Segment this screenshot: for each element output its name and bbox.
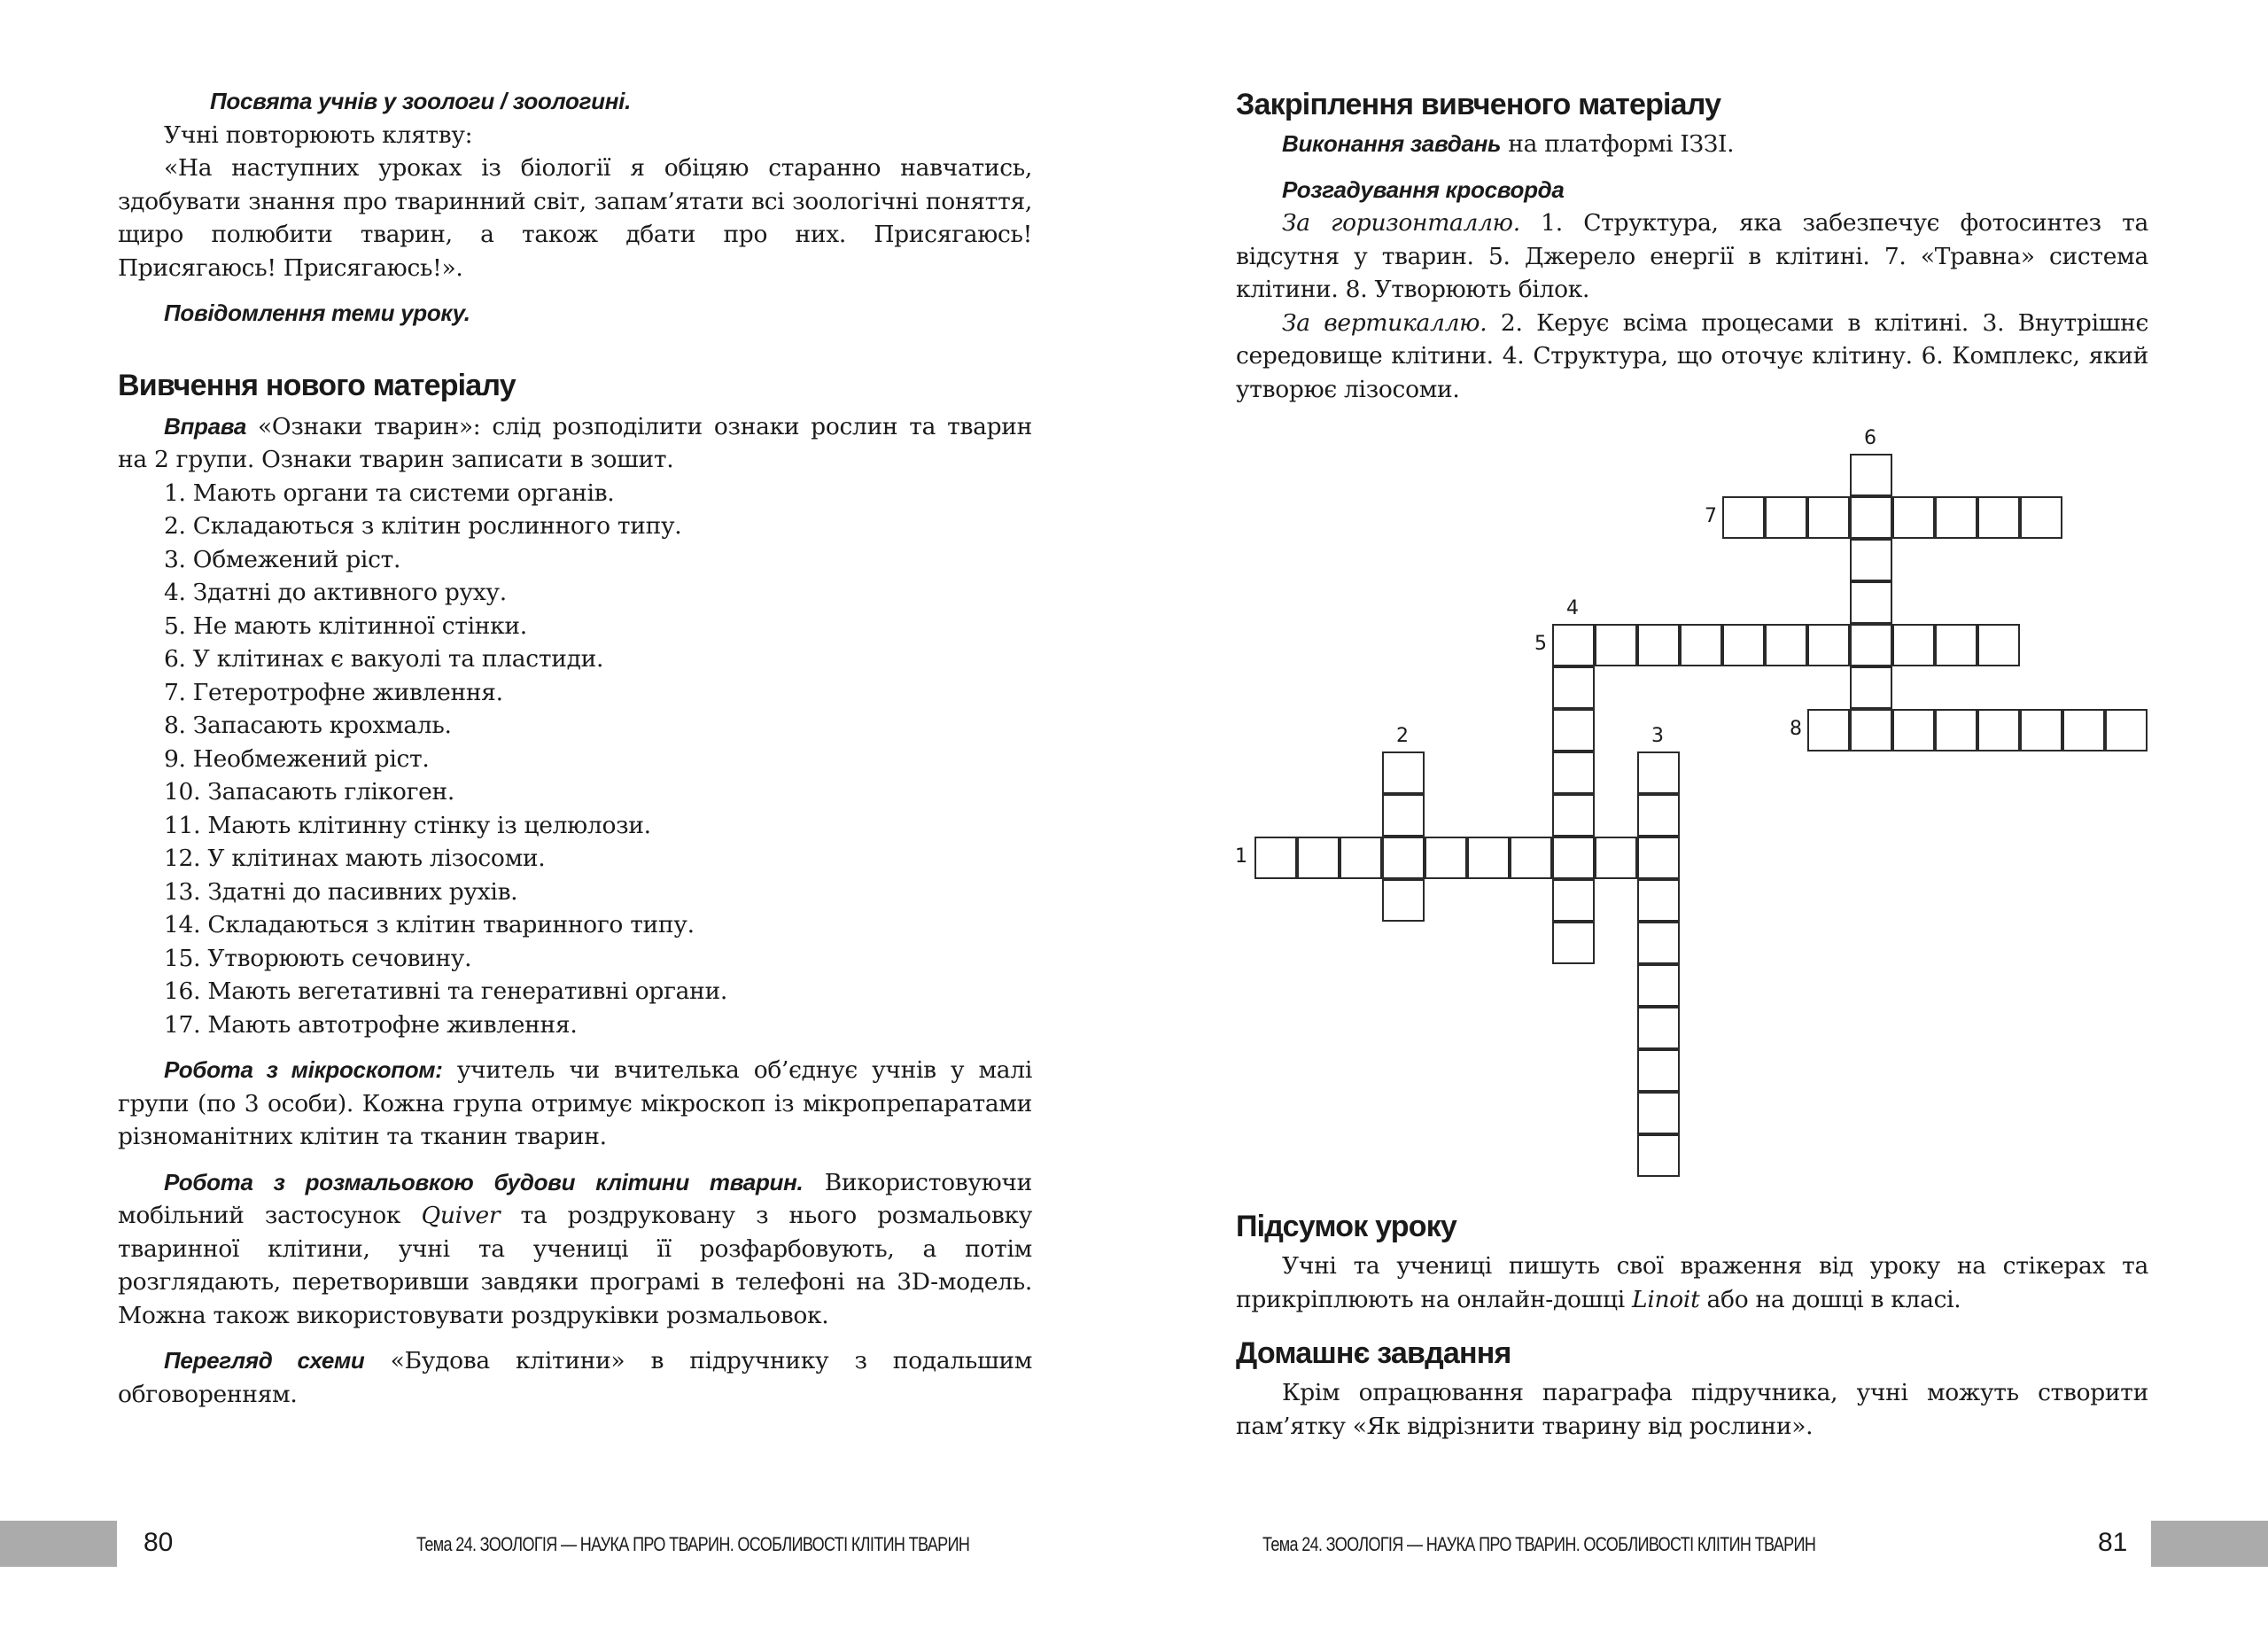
crossword-cell[interactable] (1850, 581, 1892, 624)
linoit-app-name: Linoit (1632, 1285, 1700, 1313)
tasks-paragraph: Виконання завдань на платформі IЗЗІ. (1282, 130, 1735, 158)
trait-item: 6. У клітинах є вакуолі та пластиди. (164, 645, 604, 673)
exercise-paragraph (118, 410, 1032, 477)
crossword-cell[interactable] (1637, 964, 1680, 1007)
clue-number: 7 (1705, 505, 1717, 527)
crossword-cell[interactable] (1297, 837, 1340, 879)
crossword-cell[interactable] (1552, 624, 1595, 666)
crossword-grid (1235, 427, 2149, 1234)
trait-item: 7. Гетеротрофне живлення. (164, 678, 503, 706)
homework-heading: Домашнє завдання (1236, 1336, 1511, 1370)
crossword-cell[interactable] (2020, 709, 2062, 751)
crossword-cell[interactable] (1892, 624, 1935, 666)
crossword-cell[interactable] (1595, 624, 1637, 666)
coloring-label: Робота з розмальовкою будови клітини тварин. (164, 1168, 804, 1195)
crossword-cell[interactable] (1637, 1007, 1680, 1049)
trait-item: 17. Мають автотрофне живлення. (164, 1010, 578, 1039)
crossword-cell[interactable] (1552, 794, 1595, 837)
dedication-intro: Учні повторюють клятву: (164, 121, 473, 149)
crossword-cell[interactable] (1892, 709, 1935, 751)
topic-announcement: Повідомлення теми уроку. (164, 300, 470, 326)
crossword-cell[interactable] (1510, 837, 1552, 879)
clue-number: 1 (1235, 845, 1247, 868)
running-title-left: Тема 24. ЗООЛОГІЯ — НАУКА ПРО ТВАРИН. ОСОБЛИВОСТІ КЛІТИН ТВАРИН (416, 1533, 970, 1555)
clue-number: 2 (1396, 725, 1409, 747)
animal-traits-list (118, 477, 1032, 1042)
footer-tab-left (0, 1521, 117, 1567)
crossword-cell[interactable] (1765, 624, 1807, 666)
across-clues: За горизонталлю. 1. Структура, яка забезпечує фотосинтез та відсутня у тварин. 5. Джерело енергії в клітині. 7. «Травна» система клітини. 8. Утворюють білок. (1236, 209, 2149, 303)
running-title-right: Тема 24. ЗООЛОГІЯ — НАУКА ПРО ТВАРИН. ОСОБЛИВОСТІ КЛІТИН ТВАРИН (1262, 1533, 1816, 1555)
exercise-label: Вправа (164, 412, 247, 440)
consolidation-heading: Закріплення вивченого матеріалу (1236, 88, 1721, 121)
trait-item: 4. Здатні до активного руху. (164, 579, 507, 606)
quiver-app-name: Quiver (421, 1202, 501, 1229)
microscope-paragraph (118, 1054, 1032, 1154)
trait-item: 12. У клітинах мають лізосоми. (164, 845, 546, 872)
crossword-cell[interactable] (1680, 624, 1722, 666)
trait-item: 13. Здатні до пасивних рухів. (164, 877, 518, 906)
new-material-heading: Вивчення нового матеріалу (118, 368, 516, 402)
crossword-cell[interactable] (1935, 624, 1977, 666)
trait-item: 9. Необмежений ріст. (164, 744, 430, 773)
coloring-paragraph: Робота з розмальовкою будови клітини тварин. Використовуючи мобільний застосунок Quiver та роздруковану з нього розмальовку тваринної клітини, учні та учениці її розфарбовують, а потім розглядають, перетворивши завдяки програмі в телефоні на 3D-модель. Можна також використовувати роздруківки розмальовок. (118, 1168, 1032, 1329)
trait-item: 16. Мають вегетативні та генеративні органи. (164, 977, 728, 1005)
crossword-cell[interactable] (1552, 837, 1595, 879)
down-label: За вертикаллю. (1282, 308, 1487, 337)
scheme-paragraph: Перегляд схеми «Будова клітини» в підручнику з подальшим обговоренням. (118, 1347, 1033, 1408)
crossword-cell[interactable] (1977, 709, 2020, 751)
crossword-cell[interactable] (1637, 1092, 1680, 1134)
crossword-cell[interactable] (1637, 837, 1680, 879)
crossword-cell[interactable] (1807, 709, 1850, 751)
crossword-cell[interactable] (1977, 496, 2020, 539)
trait-item: 1. Мають органи та системи органів. (164, 479, 615, 507)
crossword-cell[interactable] (1935, 709, 1977, 751)
crossword-cell[interactable] (1382, 837, 1425, 879)
left-page-content (118, 85, 1032, 1411)
clue-number: 6 (1864, 427, 1876, 449)
clue-number: 5 (1534, 633, 1547, 655)
crossword-cell[interactable] (1552, 666, 1595, 709)
crossword-cell[interactable] (1977, 624, 2020, 666)
trait-item: 15. Утворюють сечовину. (164, 944, 472, 972)
trait-item: 5. Не мають клітинної стінки. (164, 611, 527, 640)
tasks-label: Виконання завдань (1282, 130, 1502, 157)
summary-paragraph: Учні та учениці пишуть свої враження від уроку на стікерах та прикріплюють на онлайн-дошці Linoit або на дошці в класі. (1236, 1252, 2148, 1313)
crossword-cell[interactable] (2062, 709, 2105, 751)
crossword-cell[interactable] (1850, 709, 1892, 751)
crossword-cell[interactable] (1552, 751, 1595, 794)
crossword-cell[interactable] (1637, 1134, 1680, 1177)
trait-item: 8. Запасають крохмаль. (164, 712, 452, 739)
page-number-left: 80 (144, 1528, 174, 1557)
microscope-text: учитель чи вчителька об’єднує учнів у малі групи (по 3 особи). Кожна група отримує мікроскоп із мікропрепаратами різноманітних клітин та тканин тварин. (118, 1056, 1032, 1150)
crossword-cell[interactable] (1382, 879, 1425, 922)
page-number-right: 81 (2098, 1528, 2128, 1557)
crossword-cell[interactable] (1467, 837, 1510, 879)
trait-item: 3. Обмежений ріст. (164, 545, 401, 573)
crossword-cell[interactable] (1382, 751, 1425, 794)
crossword-cell[interactable] (1850, 496, 1892, 539)
dedication-title: Посвята учнів у зоологи / зоологині. (210, 88, 632, 114)
crossword-cell[interactable] (1552, 879, 1595, 922)
crossword-cell[interactable] (1425, 837, 1467, 879)
homework-paragraph: Крім опрацювання параграфа підручника, учні можуть створити пам’ятку «Як відрізнити тварину від рослини». (1236, 1379, 2148, 1440)
crossword-cell[interactable] (1765, 496, 1807, 539)
crossword-cell[interactable] (1892, 496, 1935, 539)
across-label: За горизонталлю. (1282, 209, 1520, 237)
right-page-bottom (1236, 1207, 2148, 1443)
crossword-cell[interactable] (1722, 496, 1765, 539)
crossword-cell[interactable] (1850, 539, 1892, 581)
crossword-cell[interactable] (1637, 1049, 1680, 1092)
crossword-cell[interactable] (1340, 837, 1382, 879)
crossword-cell[interactable] (1935, 496, 1977, 539)
crossword-cell[interactable] (1552, 709, 1595, 751)
crossword-cell[interactable] (1637, 879, 1680, 922)
crossword-cell[interactable] (1595, 837, 1637, 879)
crossword-cell[interactable] (1807, 496, 1850, 539)
crossword-cell[interactable] (1254, 837, 1297, 879)
crossword-cell[interactable] (1637, 624, 1680, 666)
crossword-cell[interactable] (1637, 922, 1680, 964)
footer-tab-right (2151, 1521, 2268, 1567)
crossword-cell[interactable] (1637, 751, 1680, 794)
crossword-cell[interactable] (1850, 666, 1892, 709)
trait-item: 10. Запасають глікоген. (164, 778, 455, 806)
exercise-text: «Ознаки тварин»: слід розподілити ознаки рослин та тварин на 2 групи. Ознаки тварин записати в зошит. (118, 412, 1032, 473)
crossword-cell[interactable] (2020, 496, 2062, 539)
crossword-cell[interactable] (1850, 624, 1892, 666)
clue-number: 3 (1651, 725, 1664, 747)
dedication-oath: «На наступних уроках із біології я обіцяю старанно навчатись, здобувати знання про тваринний світ, запам’ятати всі зоологічні поняття, щиро полюбити тварин, а також дбати про них. Присягаюсь! Присягаюсь! Присягаюсь!». (118, 154, 1032, 282)
crossword-cell[interactable] (1807, 624, 1850, 666)
microscope-label: Робота з мікроскопом: (164, 1056, 443, 1083)
down-clues: За вертикаллю. 2. Керує всіма процесами в клітині. 3. Внутрішнє середовище клітини. 4. Структура, що оточує клітину. 6. Комплекс, який утворює лізосоми. (1236, 308, 2148, 403)
crossword-cell[interactable] (1850, 454, 1892, 496)
crossword-cell[interactable] (1722, 624, 1765, 666)
crossword-cell[interactable] (1382, 794, 1425, 837)
clue-number: 8 (1790, 718, 1802, 740)
trait-item: 11. Мають клітинну стінку із целюлози. (164, 811, 651, 839)
crossword-cell[interactable] (2105, 709, 2148, 751)
scheme-label: Перегляд схеми (164, 1347, 365, 1374)
summary-heading: Підсумок уроку (1236, 1210, 1457, 1243)
crossword-title: Розгадування кросворда (1282, 175, 1565, 203)
crossword-cell[interactable] (1552, 922, 1595, 964)
trait-item: 14. Складаються з клітин тваринного типу. (164, 911, 695, 938)
clue-number: 4 (1566, 597, 1579, 619)
right-page-content (1236, 85, 2148, 406)
trait-item: 2. Складаються з клітин рослинного типу. (164, 512, 682, 540)
crossword-cell[interactable] (1637, 794, 1680, 837)
